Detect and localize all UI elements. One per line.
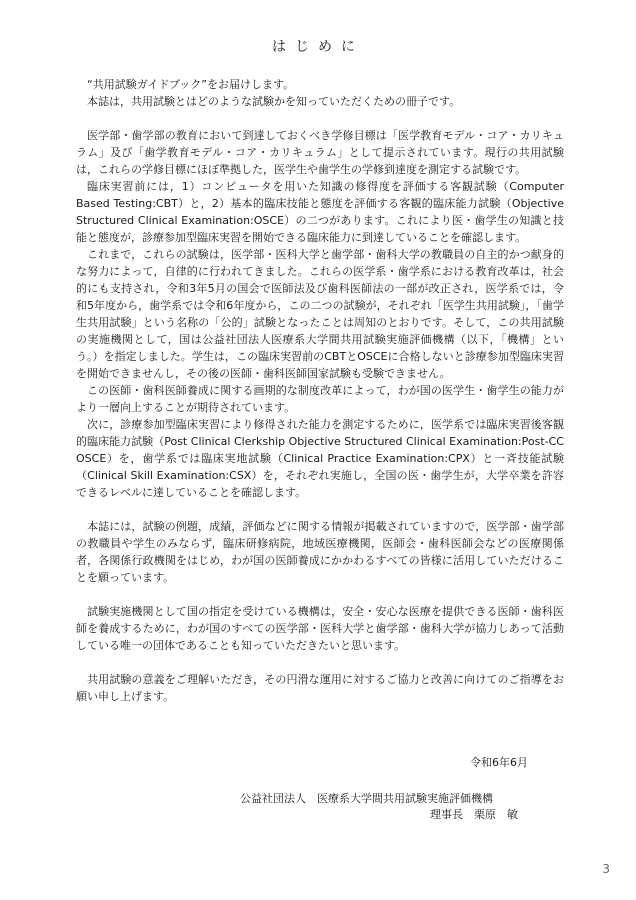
paragraph: 次に，診療参加型臨床実習により修得された能力を測定するために，医学系では臨床実習後客観的臨床能力試験（Post Clinical Clerkship Objective Structured Clinical Examination:Post-CC OSCE）を，歯学系では臨床実地試験（Clinical Practice Examination:CPX）と一斉技能試験（Clinical Skill Examination:CSX）を，それぞれ実施し，全国の医・歯学生が，大学卒業を許容できるレベルに達していることを確認します。 [76,418,564,499]
paragraph: この医師・歯科医師養成に関する画期的な制度改革によって，わが国の医学生・歯学生の能力がより一層向上することが期待されています。 [76,384,564,414]
paragraph-gap [76,501,564,518]
paragraph: 試験実施機関として国の指定を受けている機構は，安全・安心な医療を提供できる医師・歯科医師を養成するために，わが国のすべての医学部・医科大学と歯学部・歯科大学が協力しあって活動している唯一の団体であることも知っていただきたいと思います。 [76,605,564,652]
paragraph-gap [76,586,564,603]
paragraph: 医学部・歯学部の教育において到達しておくべき学修目標は「医学教育モデル・コア・カリキュラム」及び「歯学教育モデル・コア・カリキュラム」として提示されています。現行の共用試験は，これらの学修目標にほぼ準拠した，医学生や歯学生の学修到達度を測定する試験です。 [76,129,564,176]
paragraph-gap [76,110,564,127]
paragraph: “共用試験ガイドブック”をお届けします。 [87,78,295,91]
page-number: 3 [602,862,610,876]
representative-name: 理事長 栗原 敏 [430,808,518,821]
paragraph: 臨床実習前には，1）コンピュータを用いた知識の修得度を評価する客観試験（Computer Based Testing:CBT）と，2）基本的臨床技能と態度を評価する客観的臨床能力試験（Objective Structured Clinical Examination:OSCE）の二つがあります。これにより医・歯学生の知識と技能と態度が，診療参加型臨床実習を開始できる臨床能力に到達していることを確認します。 [76,180,564,244]
paragraph: 本誌は，共用試験とはどのような試験かを知っていただくための冊子です。 [87,95,461,108]
paragraph-gap [76,654,564,671]
paragraph: 共用試験の意義をご理解いただき，その円滑な運用に対するご協力と改善に向けてのご指導をお願い申し上げます。 [76,673,564,703]
date: 令和6年6月 [470,756,528,769]
page-title: はじめに [272,39,364,55]
paragraph: これまで，これらの試験は，医学部・医科大学と歯学部・歯科大学の教職員の自主的かつ献身的な努力によって，自律的に行われてきました。これらの医学系・歯学系における教育改革は，社会的にも支持され，令和3年5月の国会で医師法及び歯科医師法の一部が改正され，医学系では，令和5年度から，歯学系では令和6年度から，この二つの試験が，それぞれ「医学生共用試験」，「歯学生共用試験」という名称の「公的」試験となったことは周知のとおりです。そして，この共用試験の実施機関として，国は公益社団法人医療系大学間共用試験実施評価機構（以下，「機構」という。）を指定しました。学生は，この臨床実習前のCBTとOSCEに合格しないと診療参加型臨床実習を開始できませんし，その後の医師・歯科医師国家試験も受験できません。 [76,248,564,380]
paragraph: 本誌には，試験の例題，成績，評価などに関する情報が掲載されていますので，医学部・歯学部の教職員や学生のみならず，臨床研修病院，地域医療機関，医師会・歯科医師会などの医療関係者，各関係行政機関をはじめ，わが国の医師養成にかかわるすべての皆様に活用していただけることを願っています。 [76,520,564,584]
body-text [76,76,564,705]
organization-name: 公益社団法人 医療系大学間共用試験実施評価機構 [240,792,493,805]
